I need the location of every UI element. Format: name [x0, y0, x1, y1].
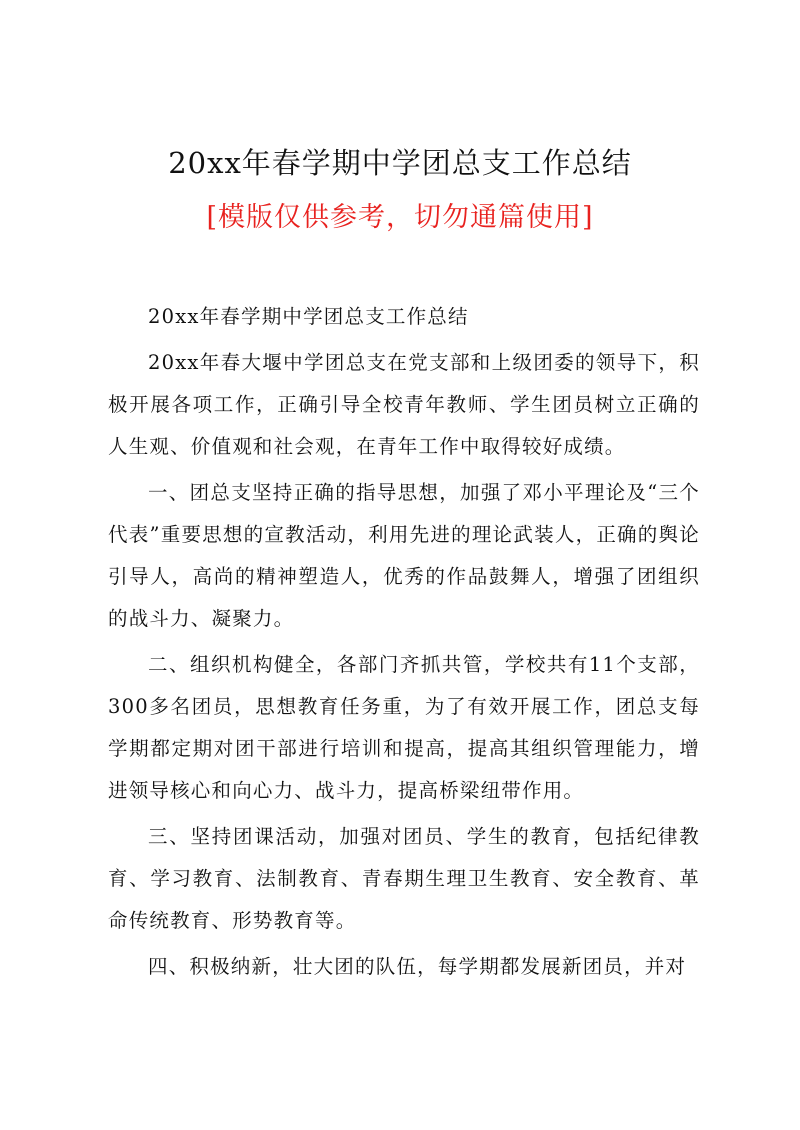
paragraph-section-4: 四、积极纳新，壮大团的队伍，每学期都发展新团员，并对 [148, 955, 687, 978]
document-body [108, 296, 700, 992]
paragraph-intro: 20xx年春大堰中学团总支在党支部和上级团委的领导下，积极开展各项工作，正确引导全校青年教师、学生团员树立正确的人生观、价值观和社会观，在青年工作中取得较好成绩。 [108, 351, 700, 458]
paragraph-heading: 20xx年春学期中学团总支工作总结 [148, 305, 469, 328]
paragraph-section-3: 三、坚持团课活动，加强对团员、学生的教育，包括纪律教育、学习教育、法制教育、青春期生理卫生教育、安全教育、革命传统教育、形势教育等。 [108, 825, 700, 932]
document-title: 20xx年春学期中学团总支工作总结 [168, 146, 632, 180]
document-subtitle: [模版仅供参考，切勿通篇使用] [206, 202, 594, 233]
paragraph-section-2: 二、组织机构健全，各部门齐抓共管，学校共有11个支部，300多名团员，思想教育任务重，为了有效开展工作，团总支每学期都定期对团干部进行培训和提高，提高其组织管理能力，增进领导核心和向心力、战斗力，提高桥梁纽带作用。 [108, 653, 700, 802]
paragraph-section-1: 一、团总支坚持正确的指导思想，加强了邓小平理论及“三个代表”重要思想的宣教活动，利用先进的理论武装人，正确的舆论引导人，高尚的精神塑造人，优秀的作品鼓舞人，增强了团组织的战斗力、凝聚力。 [108, 481, 700, 630]
